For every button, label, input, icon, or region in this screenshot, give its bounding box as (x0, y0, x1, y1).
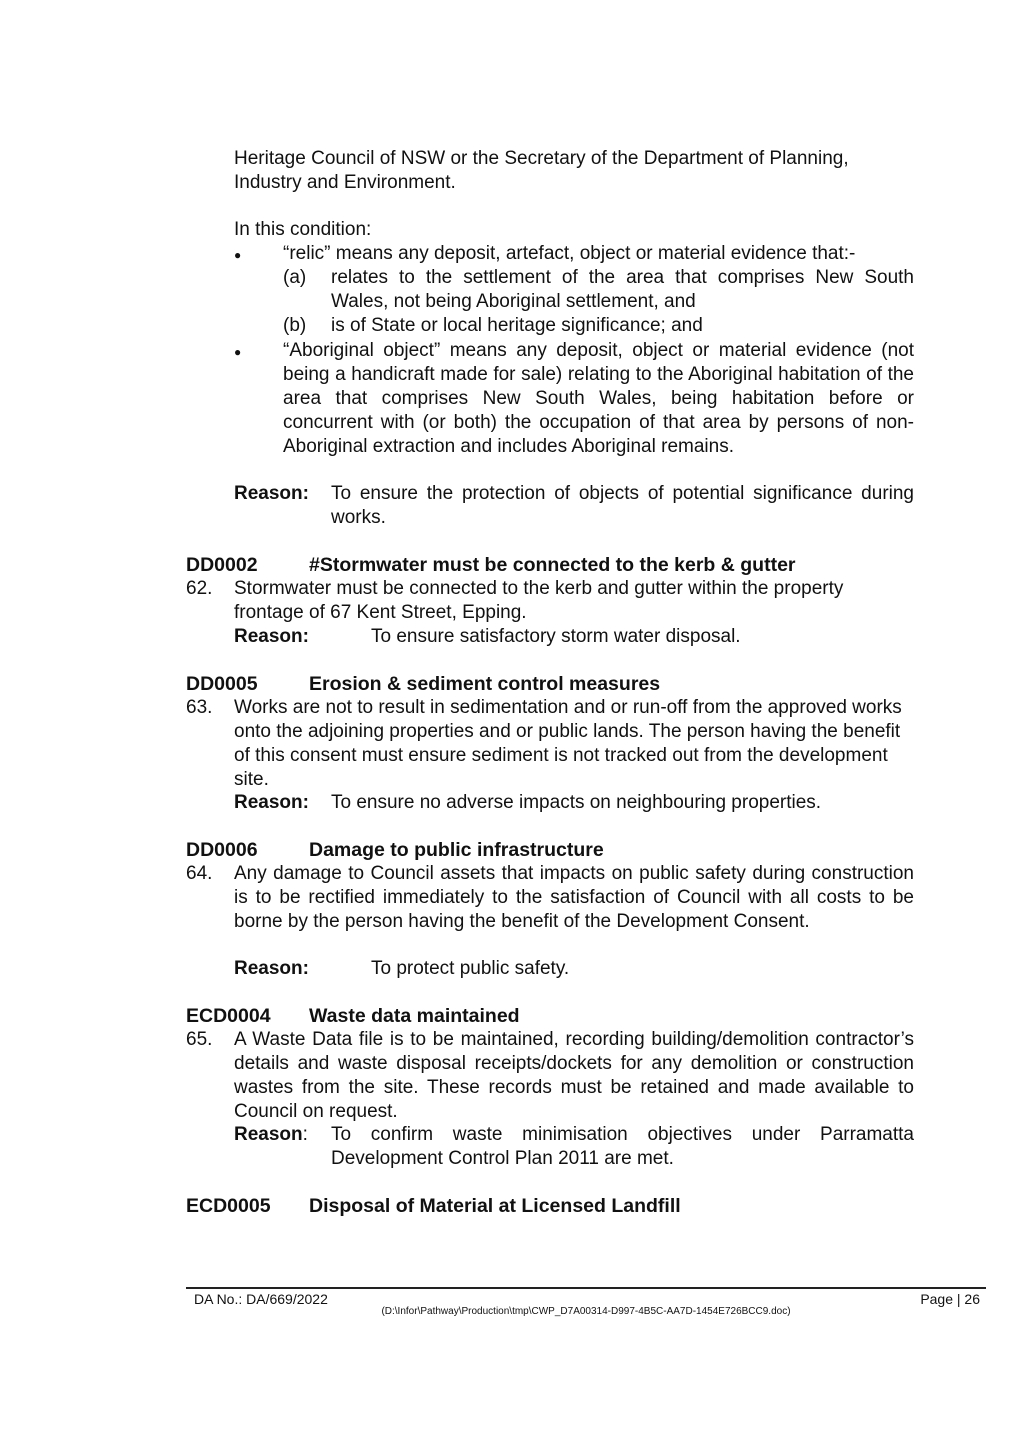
condition-code: DD0002 (186, 554, 258, 576)
sub-item-a-text: relates to the settlement of the area that comprises New South Wales, not being Aboriginal settlement, and (331, 267, 914, 312)
condition-title: Erosion & sediment control measures (309, 673, 661, 695)
aboriginal-object-definition: “Aboriginal object” means any deposit, object or material evidence (not being a handicraft made for sale) relating to the Aboriginal habitation of the area that comprises New South Wales, being habitation before or concurrent with (or both) the occupation of that area by persons of non-Aboriginal extraction and includes Aboriginal remains. (283, 340, 914, 457)
condition-title: Damage to public infrastructure (309, 839, 604, 861)
reason-text: To protect public safety. (371, 958, 570, 979)
sub-item-b-label: (b) (283, 315, 307, 336)
condition-text: Stormwater must be connected to the kerb and gutter within the property frontage of 67 Kent Street, Epping. (234, 578, 844, 623)
condition-number: 64. (186, 863, 213, 884)
condition-text: Works are not to result in sedimentation and or run-off from the approved works onto the adjoining properties and or public lands. The person having the benefit of this consent must ensure sediment is not tracked out from the development site. (234, 697, 902, 790)
sub-item-a-label: (a) (283, 267, 307, 288)
relic-definition: “relic” means any deposit, artefact, object or material evidence that:- (283, 243, 856, 264)
condition-number: 65. (186, 1029, 213, 1050)
condition-text: A Waste Data file is to be maintained, recording building/demolition contractor’s details and waste disposal receipts/dockets for any demolition or construction wastes from the site. These records must be retained and made available to Council on request. (234, 1029, 914, 1122)
reason-label-group (234, 1123, 308, 1147)
reason-label: Reason (234, 1124, 303, 1145)
sub-item-b-text: is of State or local heritage significance; and (331, 315, 703, 336)
reason-text: To ensure no adverse impacts on neighbouring properties. (331, 792, 822, 813)
reason-text: To ensure the protection of objects of potential significance during works. (331, 483, 914, 528)
reason-text: To confirm waste minimisation objectives under Parramatta Development Control Plan 2011 are met. (331, 1124, 914, 1169)
reason-text: To ensure satisfactory storm water disposal. (371, 626, 741, 647)
footer-file-path: (D:\Infor\Pathway\Production\tmp\CWP_D7A00314-D997-4B5C-AA7D-1454E726BCC9.doc) (381, 1306, 791, 1317)
condition-title: Disposal of Material at Licensed Landfill (309, 1195, 681, 1217)
footer-page-number: Page | 26 (920, 1291, 980, 1307)
condition-code: ECD0005 (186, 1195, 271, 1217)
condition-code: ECD0004 (186, 1005, 271, 1027)
bullet-icon: ● (234, 345, 242, 359)
footer-divider (186, 1287, 986, 1289)
reason-colon: : (302, 1124, 308, 1145)
reason-label: Reason: (234, 626, 309, 647)
condition-code: DD0005 (186, 673, 258, 695)
condition-text: Any damage to Council assets that impacts on public safety during construction is to be rectified immediately to the satisfaction of Council with all costs to be borne by the person having the benefit of the Development Consent. (234, 863, 914, 932)
condition-code: DD0006 (186, 839, 258, 861)
reason-label: Reason: (234, 483, 309, 504)
condition-title: #Stormwater must be connected to the kerb & gutter (309, 554, 796, 576)
in-this-condition-label: In this condition: (234, 219, 372, 240)
intro-paragraph: Heritage Council of NSW or the Secretary of the Department of Planning, Industry and Environment. (234, 148, 849, 193)
condition-title: Waste data maintained (309, 1005, 520, 1027)
reason-label: Reason: (234, 792, 309, 813)
footer-da-number: DA No.: DA/669/2022 (194, 1291, 328, 1307)
reason-label: Reason: (234, 958, 309, 979)
condition-number: 62. (186, 578, 213, 599)
bullet-icon: ● (234, 248, 242, 262)
condition-number: 63. (186, 697, 213, 718)
